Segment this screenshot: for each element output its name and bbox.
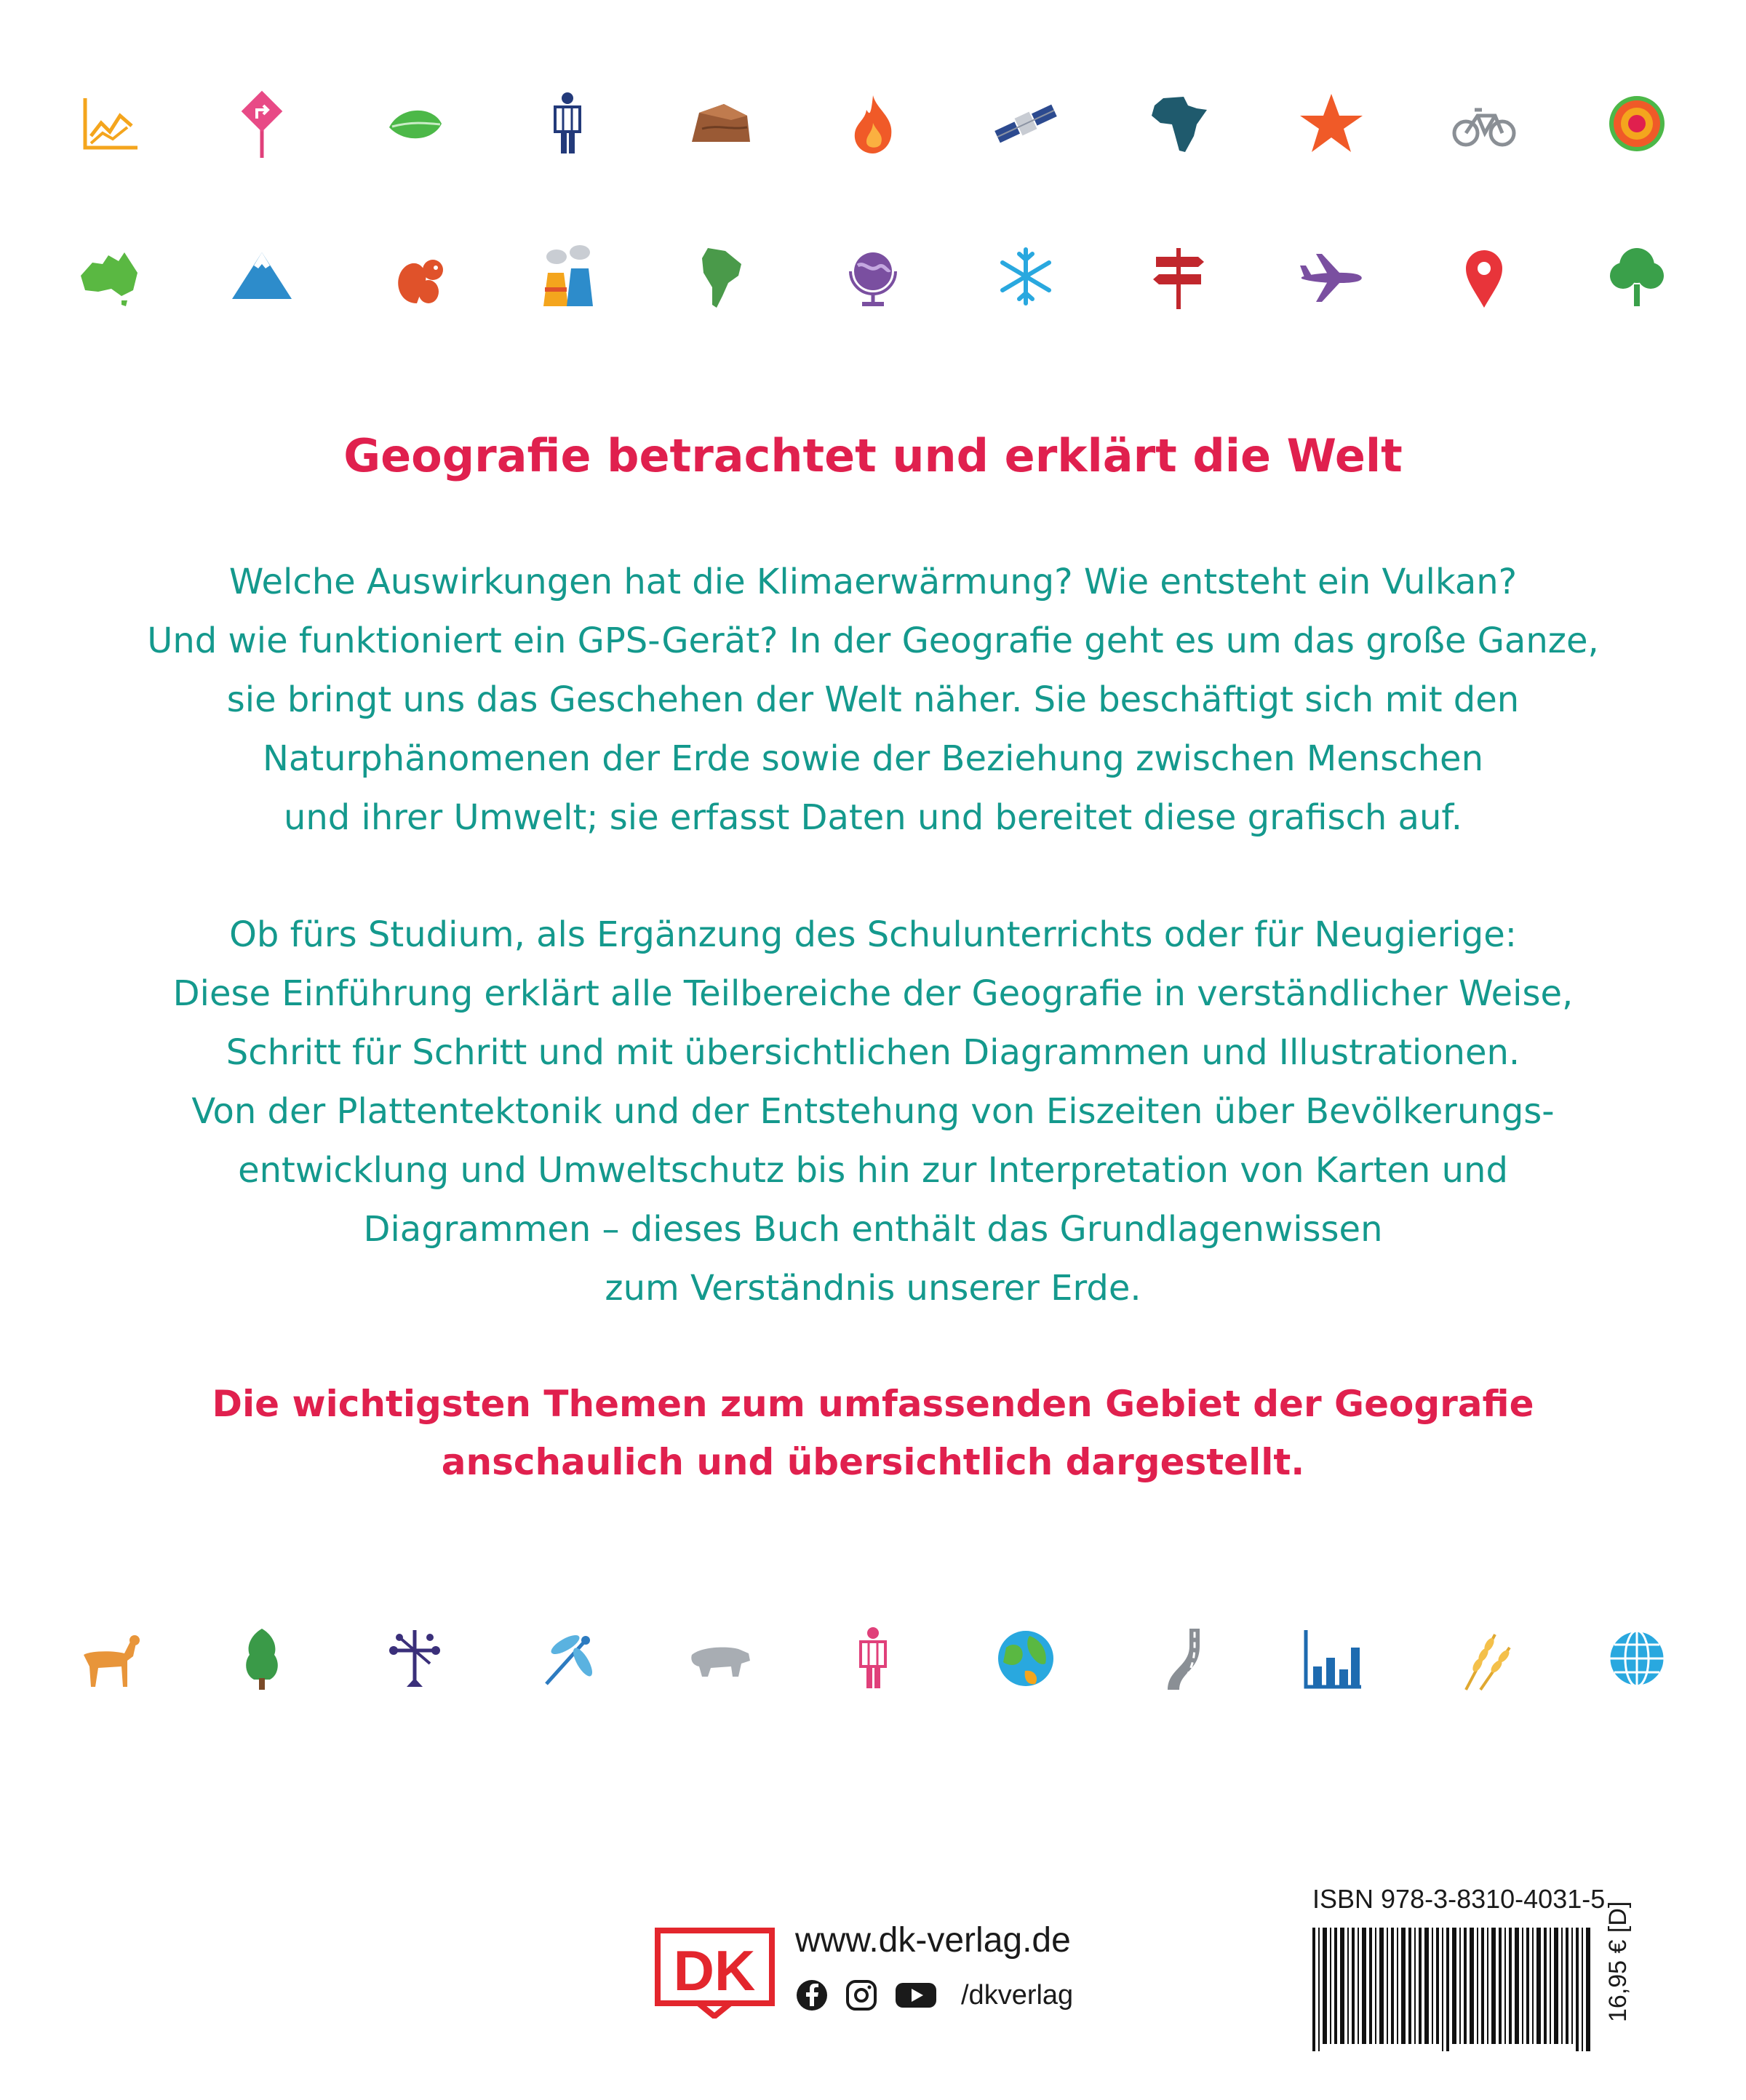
polar-bear-icon: [684, 1622, 757, 1695]
australia-icon: [73, 240, 146, 313]
south-america-icon: [684, 240, 757, 313]
fire-icon: [837, 87, 909, 160]
earth-icon: [989, 1622, 1062, 1695]
paragraph-line: Welche Auswirkungen hat die Klimaerwärmung? Wie entsteht ein Vulkan?: [228, 562, 1518, 602]
paragraph-line: Diagrammen – dieses Buch enthält das Grundlagenwissen: [363, 1209, 1383, 1250]
bottom-icon-row: [0, 1622, 1746, 1695]
paragraph-line: Ob fürs Studium, als Ergänzung des Schulunterrichts oder für Neugierige:: [229, 914, 1517, 955]
instagram-icon[interactable]: [845, 1979, 878, 2012]
deer-icon: [73, 1622, 146, 1695]
weather-vane-icon: [378, 1622, 451, 1695]
headline: Geografie betrachtet und erklärt die Welt: [343, 429, 1403, 482]
rock-icon: [684, 87, 757, 160]
price-label: 16,95 € [D]: [1604, 1901, 1632, 2022]
website-link[interactable]: www.dk-verlag.de: [795, 1921, 1071, 1960]
location-pin-icon: [1448, 240, 1520, 313]
tagline: [0, 1375, 1746, 1491]
satellite-icon: [989, 87, 1062, 160]
globe-grid-icon: [1600, 1622, 1673, 1695]
paragraph-line: zum Verständnis unserer Erde.: [605, 1268, 1141, 1309]
paragraph-line: und ihrer Umwelt; sie erfasst Daten und bereitet diese grafisch auf.: [283, 797, 1463, 838]
paragraph-line: sie bringt uns das Geschehen der Welt näher. Sie beschäftigt sich mit den: [226, 679, 1520, 720]
person-with-map-icon: [837, 1622, 909, 1695]
globe-stand-icon: [837, 240, 909, 313]
power-plant-icon: [531, 240, 604, 313]
airplane-icon: [1295, 240, 1368, 313]
tagline-line: anschaulich und übersichtlich dargestellt.: [441, 1441, 1305, 1483]
description-paragraph: [131, 906, 1615, 1318]
tree-icon: [1600, 240, 1673, 313]
person-with-map-icon: [531, 87, 604, 160]
social-links: [795, 1979, 1073, 2012]
line-chart-icon: [73, 87, 146, 160]
bar-chart-icon: [1295, 1622, 1368, 1695]
paragraph-line: Naturphänomenen der Erde sowie der Beziehung zwischen Menschen: [262, 738, 1483, 779]
mountain-icon: [226, 240, 298, 313]
top-icon-row-2: [0, 240, 1746, 313]
starfish-icon: [1295, 87, 1368, 160]
logo-text: DK: [673, 1939, 756, 2003]
leaf-icon: [378, 87, 451, 160]
isbn-number: ISBN 978-3-8310-4031-5: [1312, 1884, 1606, 1914]
dk-logo: [655, 1928, 775, 2019]
road-sign-icon: [226, 87, 298, 160]
paragraph-line: Schritt für Schritt und mit übersichtlichen Diagrammen und Illustrationen.: [226, 1032, 1520, 1073]
snowflake-icon: [989, 240, 1062, 313]
youtube-icon[interactable]: [894, 1979, 938, 2012]
top-icon-row-1: [0, 87, 1746, 160]
dragonfly-icon: [531, 1622, 604, 1695]
africa-icon: [1142, 87, 1215, 160]
paragraph-line: Von der Plattentektonik und der Entstehung von Eiszeiten über Bevölkerungs-: [191, 1091, 1555, 1132]
conifer-tree-icon: [226, 1622, 298, 1695]
road-icon: [1142, 1622, 1215, 1695]
earth-core-icon: [1600, 87, 1673, 160]
facebook-icon[interactable]: [795, 1979, 829, 2012]
paragraph-line: entwicklung und Umweltschutz bis hin zur Interpretation von Karten und: [238, 1150, 1508, 1191]
bicycle-icon: [1448, 87, 1520, 160]
social-handle: /dkverlag: [961, 1979, 1074, 2011]
intro-paragraph: [131, 553, 1615, 847]
wheat-icon: [1448, 1622, 1520, 1695]
tagline-line: Die wichtigsten Themen zum umfassenden Gebiet der Geografie: [212, 1383, 1534, 1425]
isbn-block: [1310, 1884, 1630, 2059]
paragraph-line: Und wie funktioniert ein GPS-Gerät? In der Geografie geht es um das große Ganze,: [147, 620, 1599, 661]
signpost-icon: [1142, 240, 1215, 313]
squirrel-icon: [378, 240, 451, 313]
paragraph-line: Diese Einführung erklärt alle Teilbereiche der Geografie in verständlicher Weise,: [172, 973, 1574, 1014]
barcode: [1312, 1928, 1595, 2051]
